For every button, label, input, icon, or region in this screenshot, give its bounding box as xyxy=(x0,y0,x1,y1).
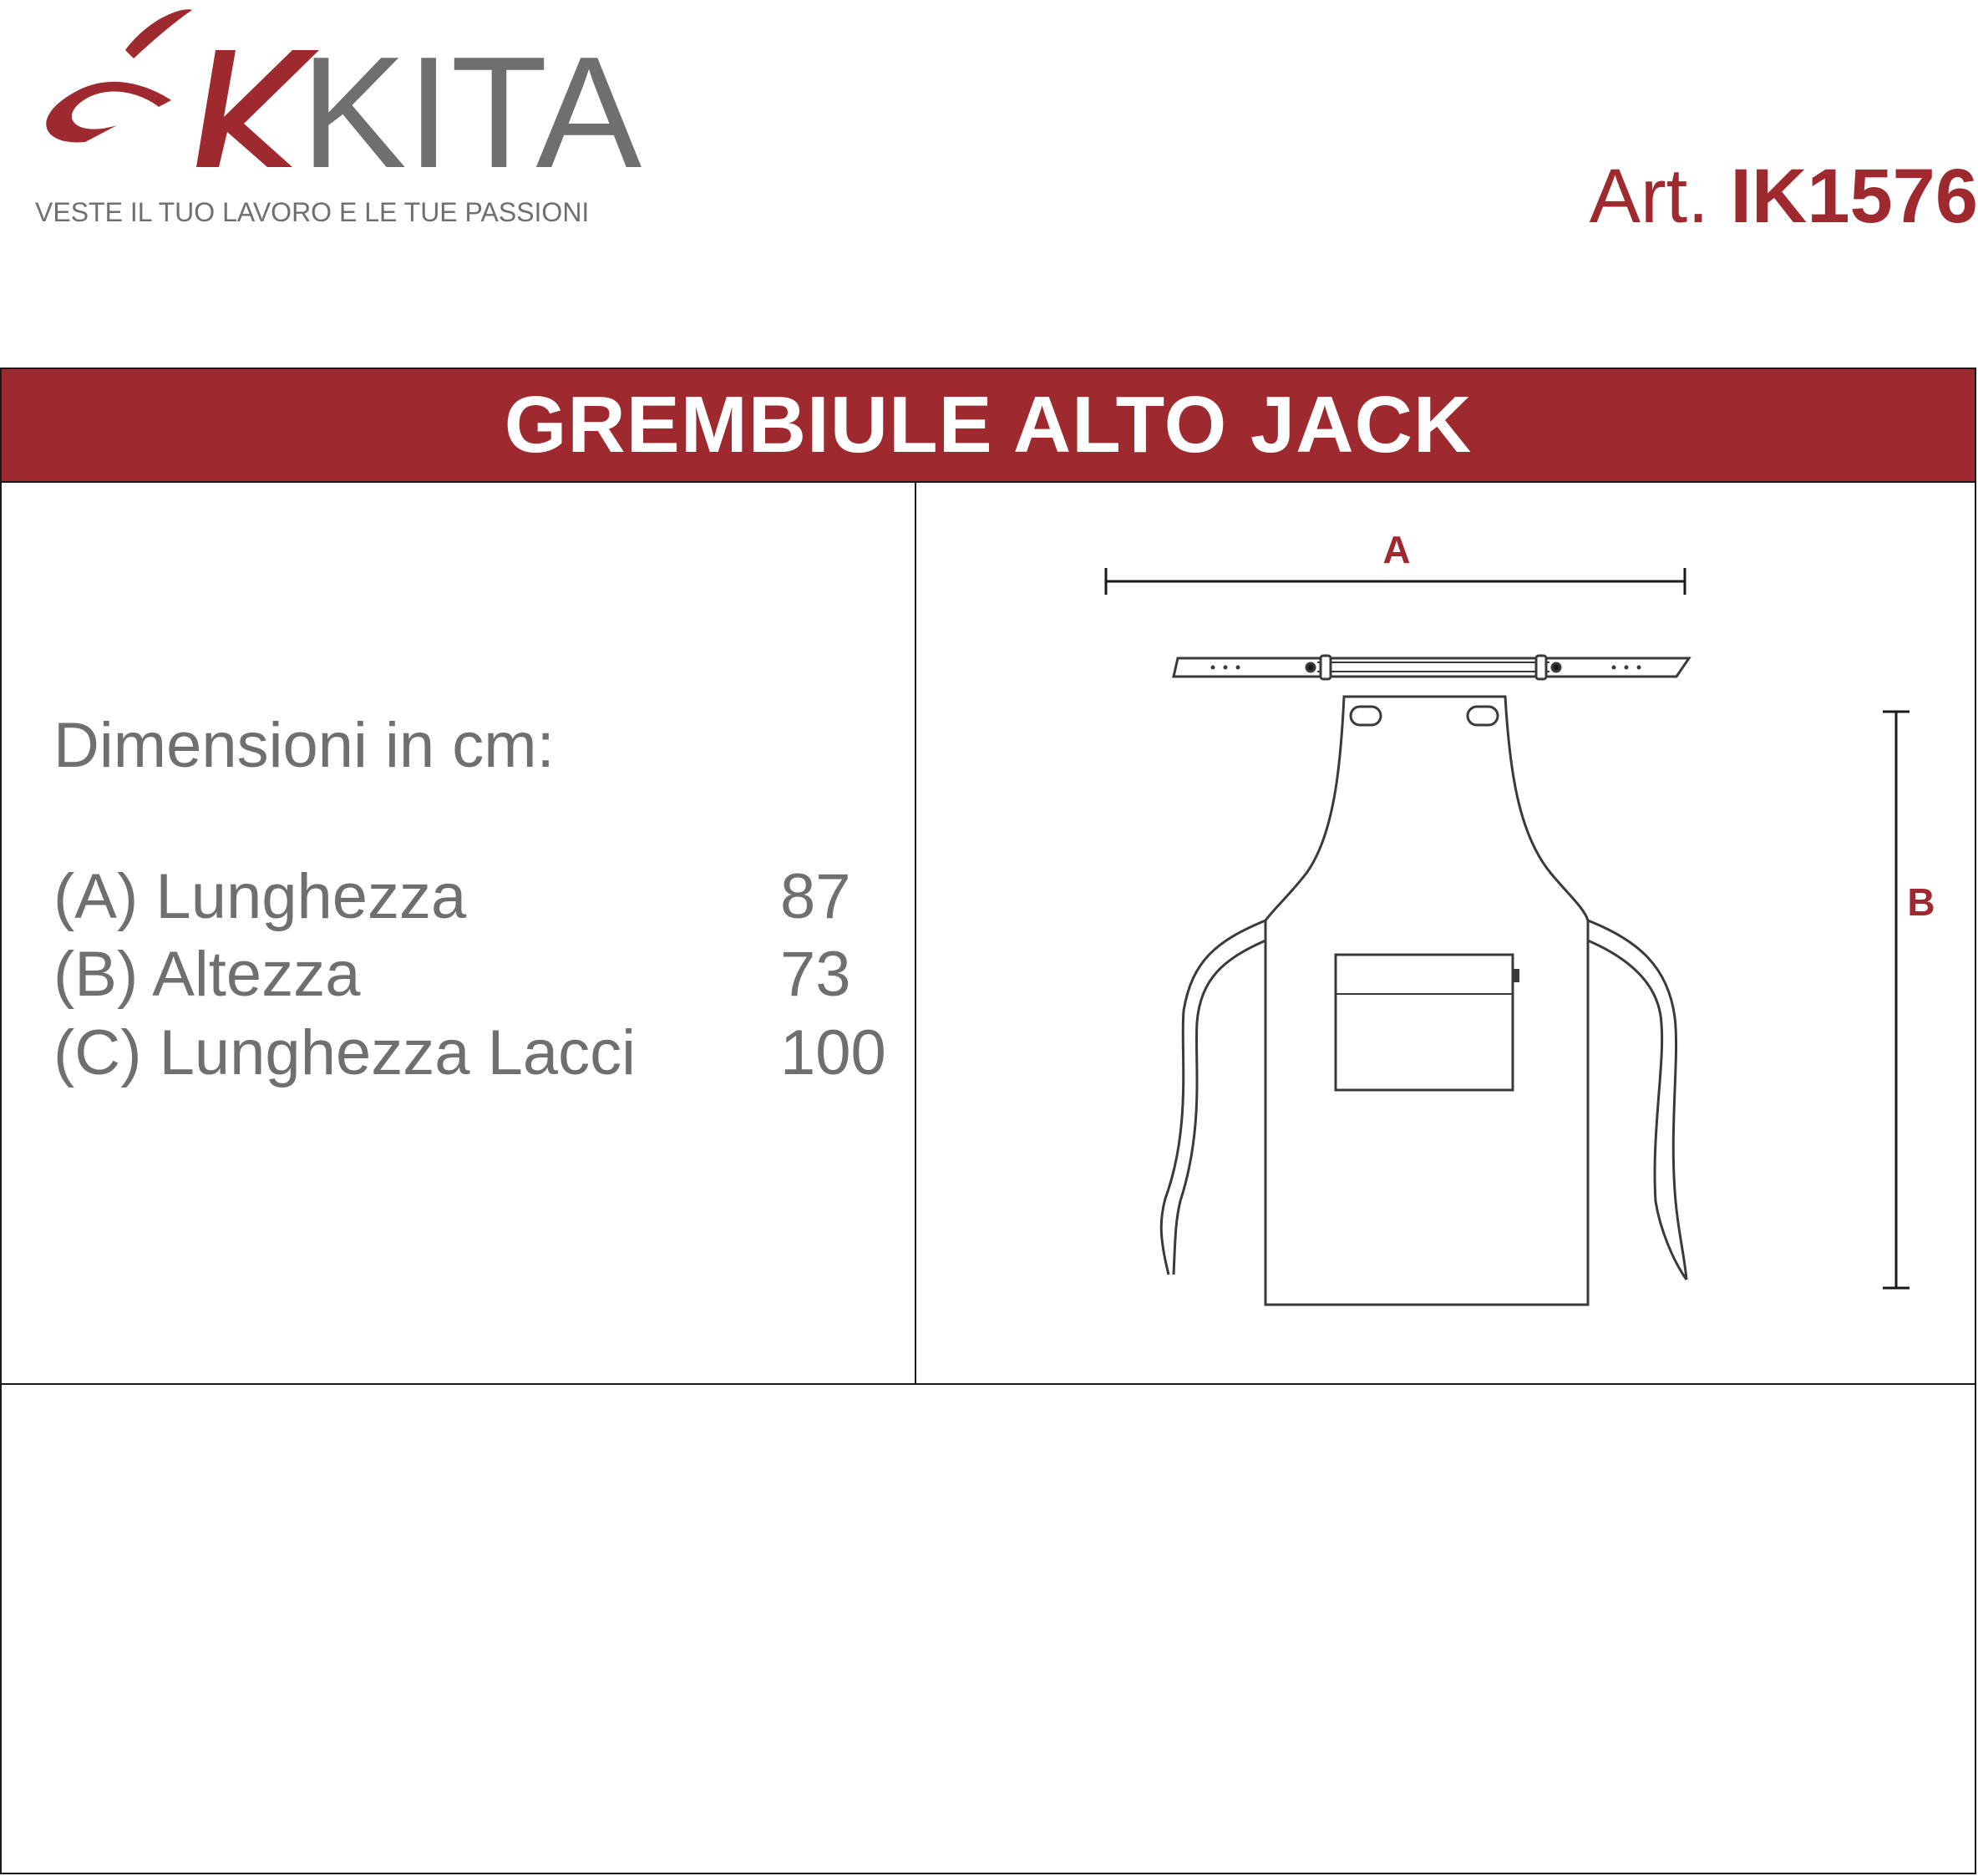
dimensions-heading: Dimensioni in cm: xyxy=(53,710,555,781)
logo-swoosh-icon xyxy=(46,82,171,143)
dimension-value: 73 xyxy=(780,939,851,1010)
apron-drawing-icon xyxy=(916,483,1976,1385)
apron-body xyxy=(1265,697,1588,1305)
notes-area xyxy=(2,1385,1975,1873)
dimension-value: 87 xyxy=(780,861,851,932)
dimension-row-ties-length xyxy=(53,1015,905,1092)
dimension-value: 100 xyxy=(780,1017,886,1088)
logo-tagline: VESTE IL TUO LAVORO E LE TUE PASSIONI xyxy=(35,197,590,227)
dimension-row-length xyxy=(53,859,905,935)
dimension-row-height xyxy=(53,936,905,1013)
dimension-b-letter: B xyxy=(1907,880,1935,924)
logo-text: KITA xyxy=(301,24,642,201)
logo-i-accent-icon xyxy=(125,9,192,58)
product-title: GREMBIULE ALTO JACK xyxy=(2,369,1975,483)
dimensions-panel xyxy=(2,483,916,1385)
dimension-label: (A) Lunghezza xyxy=(53,861,467,932)
article-code xyxy=(1590,150,1978,242)
dimension-a-marker xyxy=(1106,568,1685,595)
article-number: IK1576 xyxy=(1730,154,1978,239)
product-sheet-frame xyxy=(0,368,1976,1874)
dimension-b-marker xyxy=(1883,712,1910,1288)
dimension-a-letter: A xyxy=(1382,528,1411,571)
dimension-label: (C) Lunghezza Lacci xyxy=(53,1017,637,1088)
article-prefix: Art. xyxy=(1589,154,1709,239)
drawing-panel xyxy=(916,483,1976,1385)
ikita-logo xyxy=(25,0,642,242)
dimension-label: (B) Altezza xyxy=(53,939,361,1010)
neck-strap xyxy=(1174,656,1689,679)
